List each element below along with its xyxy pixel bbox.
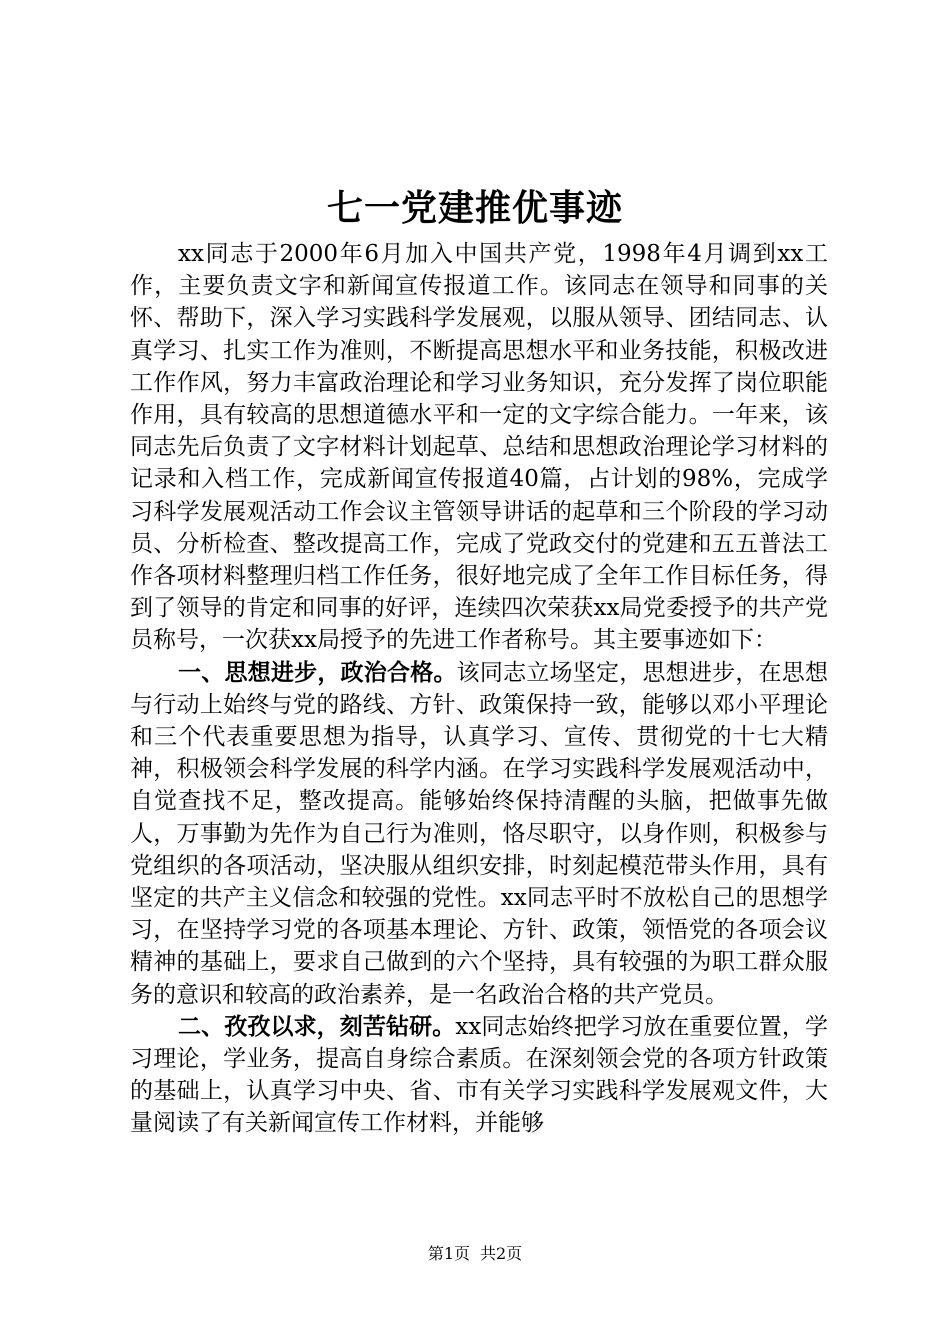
page-total: 共2页 bbox=[480, 1244, 523, 1263]
page-footer bbox=[0, 1242, 950, 1266]
paragraph-intro bbox=[130, 238, 828, 657]
paragraph-text: xx同志于2000年6月加入中国共产党，1998年4月调到xx工作，主要负责文字和新闻宣传报道工作。该同志在领导和同事的关怀、帮助下，深入学习实践科学发展观，以服从领导、团结同志、认真学习、扎实工作为准则，不断提高思想水平和业务技能，积极改进工作作风，努力丰富政治理论和学习业务知识，充分发挥了岗位职能作用，具有较高的思想道德水平和一定的文字综合能力。一年来，该同志先后负责了文字材料计划起草、总结和思想政治理论学习材料的记录和入档工作，完成新闻宣传报道40篇，占计划的98%，完成学习科学发展观活动工作会议主管领导讲话的起草和三个阶段的学习动员、分析检查、整改提高工作，完成了党政交付的党建和五五普法工作各项材料整理归档工作任务，很好地完成了全年工作目标任务，得到了领导的肯定和同事的好评，连续四次荣获xx局党委授予的共产党员称号，一次获xx局授予的先进工作者称号。其主要事迹如下： bbox=[130, 241, 828, 654]
paragraph-section-1 bbox=[130, 657, 828, 1011]
paragraph-text: 该同志立场坚定，思想进步，在思想与行动上始终与党的路线、方针、政策保持一致，能够以邓小平理论和三个代表重要思想为指导，认真学习、宣传、贯彻党的十七大精神，积极领会科学发展的科学内涵。在学习实践科学发展观活动中，自觉查找不足，整改提高。能够始终保持清醒的头脑，把做事先做人，万事勤为先作为自己行为准则，恪尽职守，以身作则，积极参与党组织的各项活动，坚决服从组织安排，时刻起模范带头作用，具有坚定的共产主义信念和较强的党性。xx同志平时不放松自己的思想学习，在坚持学习党的各项基本理论、方针、政策，领悟党的各项会议精神的基础上，要求自己做到的六个坚持，具有较强的为职工群众服务的意识和较高的政治素养，是一名政治合格的共产党员。 bbox=[130, 659, 829, 1008]
paragraph-section-2 bbox=[130, 1011, 828, 1140]
page-number: 第1页 bbox=[427, 1244, 470, 1263]
document-title: 七一党建推优事迹 bbox=[326, 187, 623, 229]
document-body bbox=[130, 238, 828, 1140]
section-heading-1: 一、思想进步，政治合格。 bbox=[178, 659, 457, 686]
paragraph-text: xx同志始终把学习放在重要位置，学习理论，学业务，提高自身综合素质。在深刻领会党的各项方针政策的基础上，认真学习中央、省、市有关学习实践科学发展观文件，大量阅读了有关新闻宣传工作材料，并能够 bbox=[130, 1013, 828, 1137]
section-heading-2: 二、孜孜以求，刻苦钻研。 bbox=[178, 1013, 456, 1040]
